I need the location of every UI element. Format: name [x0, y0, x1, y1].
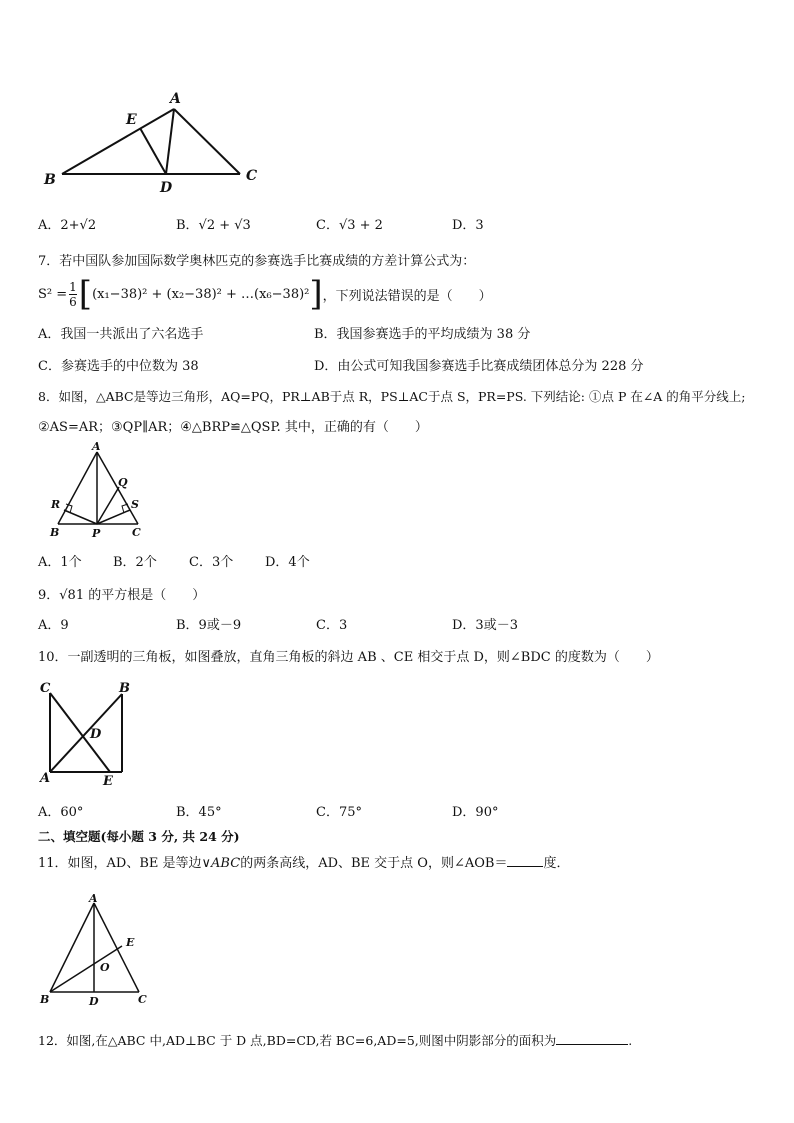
q8-fig-label-r: R: [51, 498, 61, 511]
q8-fig-label-q: Q: [118, 476, 128, 489]
q11-fig-label-e: E: [126, 936, 135, 949]
q11-fig-label-o: O: [100, 961, 110, 974]
q7-formula-numerator: 1: [69, 279, 77, 294]
q12-answer-blank: [556, 1032, 628, 1045]
q7-formula-denominator: 6: [69, 294, 77, 309]
q10-option-a: A．60°: [38, 805, 84, 820]
q7-right-bracket: ]: [309, 274, 323, 314]
q12-stem: [38, 1031, 632, 1049]
q6-option-b: B．√2 + √3: [176, 218, 251, 233]
q6-fig-label-a: A: [170, 91, 181, 107]
q8-option-d: D．4个: [265, 555, 310, 570]
q8-fig-label-a: A: [92, 440, 101, 453]
q7-left-bracket: [: [78, 274, 93, 314]
q11-fig-label-d: D: [89, 995, 99, 1008]
q11-stem-part-1: 11．如图，AD、BE 是等边: [38, 856, 202, 871]
q9-option-d: D．3或－3: [452, 618, 518, 633]
q10-option-b: B．45°: [176, 805, 222, 820]
q11-fig-label-b: B: [40, 993, 50, 1006]
q6-fig-label-c: C: [246, 168, 258, 184]
q10-fig-label-d: D: [90, 727, 102, 742]
q10-option-d: D．90°: [452, 805, 499, 820]
q10-stem: 10．一副透明的三角板，如图叠放，直角三角板的斜边 AB 、CE 相交于点 D，则∠BDC 的度数为（ ）: [38, 650, 659, 665]
q7-stem: 7．若中国队参加国际数学奥林匹克的参赛选手比赛成绩的方差计算公式为：: [38, 254, 476, 269]
q8-line-2: ②AS=AR；③QP∥AR；④△BRP≌△QSP. 其中，正确的有（ ）: [38, 420, 428, 435]
q8-fig-label-s: S: [131, 498, 139, 511]
q11-fig-label-c: C: [138, 993, 147, 1006]
q7-option-d: D．由公式可知我国参赛选手比赛成绩团体总分为 228 分: [314, 359, 644, 374]
q10-fig-label-e: E: [103, 774, 113, 789]
q12-stem-part-2: .: [628, 1033, 633, 1048]
section-2-title: 二、填空题(每小题 3 分, 共 24 分): [38, 829, 240, 844]
q10-option-c: C．75°: [316, 805, 362, 820]
q7-formula-body: (x₁−38)² + (x₂−38)² + …(x₆−38)²: [92, 286, 310, 302]
q8-fig-label-b: B: [50, 526, 60, 539]
q11-stem-part-3: 度．: [543, 856, 570, 871]
q12-stem-part-1: 12．如图,在△ABC 中,AD⊥BC 于 D 点,BD=CD,若 BC=6,AD=5,则图中阴影部分的面积为: [38, 1033, 557, 1048]
q8-option-c: C．3个: [189, 555, 234, 570]
q7-option-a: A．我国一共派出了六名选手: [38, 327, 204, 342]
q7-formula-lhs: S² =: [38, 286, 68, 302]
q11-stem-triangle: ∨ABC: [201, 856, 241, 871]
q7-formula-tail: ，下列说法错误的是（ ）: [322, 288, 492, 304]
q7-option-c: C．参赛选手的中位数为 38: [38, 359, 199, 374]
q8-fig-label-c: C: [132, 526, 141, 539]
q10-fig-label-a: A: [40, 771, 51, 786]
q9-stem: 9．√81 的平方根是（ ）: [38, 588, 206, 603]
q11-fig-label-a: A: [89, 892, 98, 905]
q10-fig-label-c: C: [40, 681, 51, 696]
q8-fig-label-p: P: [92, 527, 101, 540]
q10-fig-label-b: B: [119, 681, 130, 696]
q8-option-a: A．1个: [38, 555, 82, 570]
q6-fig-label-e: E: [126, 112, 137, 128]
q8-option-b: B．2个: [113, 555, 157, 570]
q6-option-d: D．3: [452, 218, 484, 233]
q6-option-c: C．√3 + 2: [316, 218, 383, 233]
q8-line-1: 8．如图，△ABC是等边三角形，AQ=PQ，PR⊥AB于点 R，PS⊥AC于点 S，PR=PS. 下列结论: ①点 P 在∠A 的角平分线上;: [38, 389, 746, 404]
q7-option-b: B．我国参赛选手的平均成绩为 38 分: [314, 327, 531, 342]
q6-fig-label-d: D: [160, 180, 173, 196]
q6-option-a: A．2+√2: [38, 218, 97, 233]
q9-option-b: B．9或－9: [176, 618, 242, 633]
q9-option-a: A．9: [38, 618, 69, 633]
q11-stem-part-2: 的两条高线，AD、BE 交于点 O，则∠AOB＝: [240, 856, 508, 871]
q9-option-c: C．3: [316, 618, 348, 633]
q6-fig-label-b: B: [44, 172, 56, 188]
